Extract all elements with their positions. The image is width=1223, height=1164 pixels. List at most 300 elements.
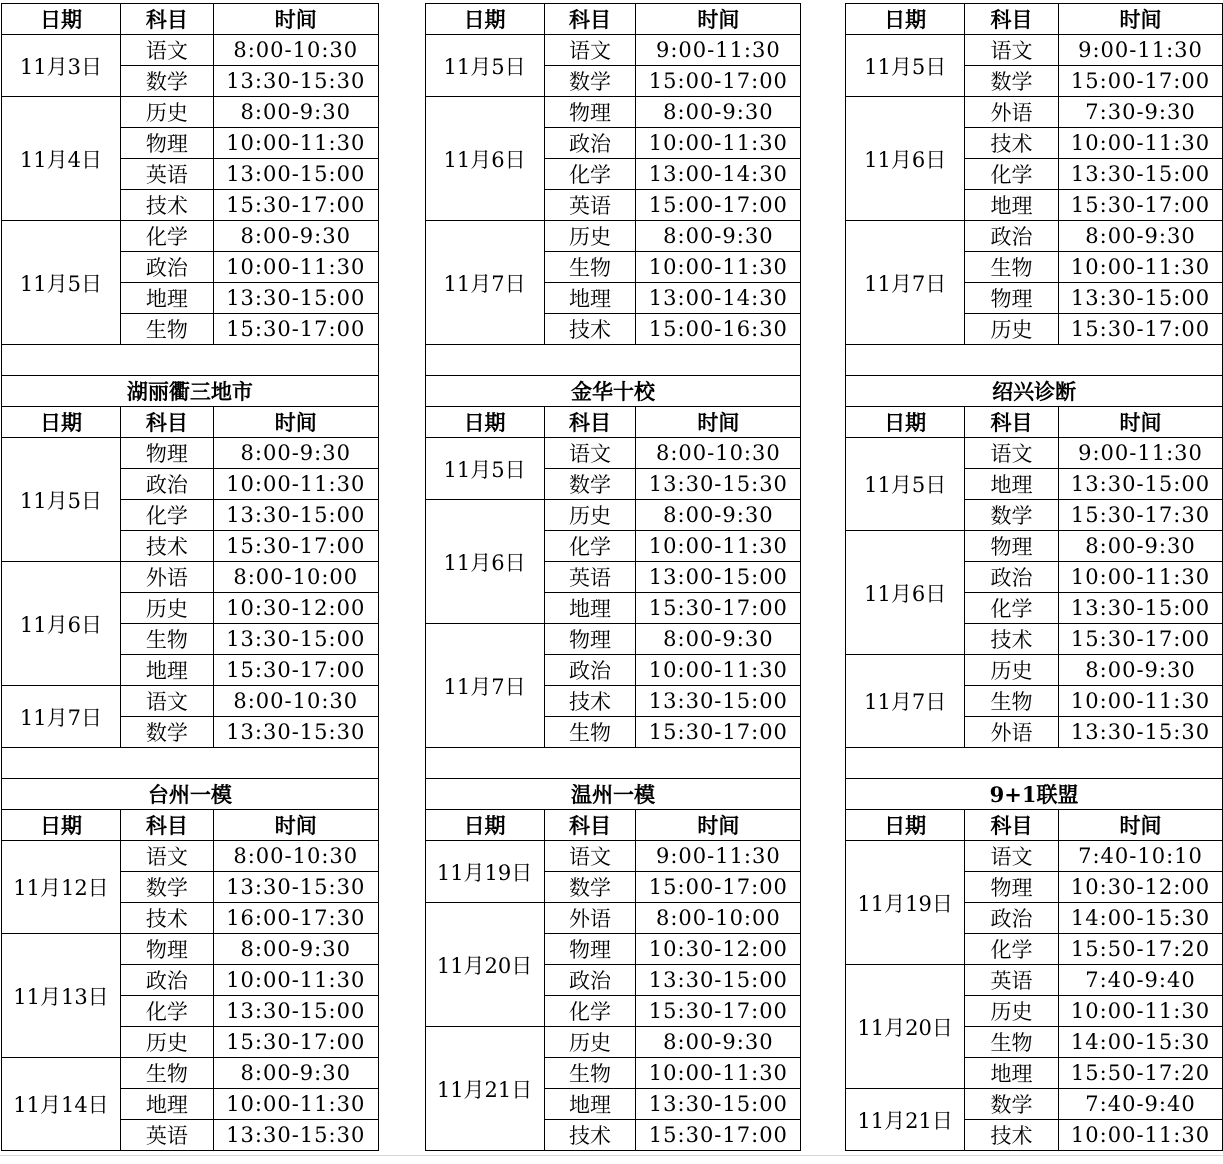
- column-spacer: [801, 934, 846, 965]
- column-spacer: [378, 221, 425, 252]
- date-cell: 11月21日: [425, 1027, 544, 1151]
- column-spacer: [801, 438, 846, 469]
- subject-cell: 生物: [965, 686, 1059, 717]
- subject-cell: 数学: [544, 872, 636, 903]
- time-cell: 13:00-14:30: [636, 159, 801, 190]
- subject-cell: 生物: [965, 252, 1059, 283]
- subject-cell: 化学: [965, 934, 1059, 965]
- subject-cell: 英语: [120, 159, 213, 190]
- column-spacer: [801, 531, 846, 562]
- subject-cell: 化学: [120, 221, 213, 252]
- subject-cell: 生物: [544, 252, 636, 283]
- column-spacer: [378, 531, 425, 562]
- header-subject: 科目: [120, 407, 213, 438]
- subject-cell: 技术: [965, 624, 1059, 655]
- blank-row: [425, 345, 801, 376]
- time-cell: 13:30-15:30: [213, 717, 378, 748]
- column-spacer: [801, 841, 846, 872]
- column-spacer: [801, 4, 846, 35]
- date-cell: 11月6日: [425, 97, 544, 221]
- column-spacer: [801, 345, 846, 376]
- time-cell: 13:30-15:30: [1058, 717, 1222, 748]
- time-cell: 8:00-10:00: [636, 903, 801, 934]
- subject-cell: 数学: [965, 66, 1059, 97]
- time-cell: 10:00-11:30: [213, 128, 378, 159]
- subject-cell: 历史: [965, 655, 1059, 686]
- subject-cell: 地理: [544, 593, 636, 624]
- column-spacer: [801, 252, 846, 283]
- time-cell: 10:00-11:30: [636, 252, 801, 283]
- blank-row: [425, 748, 801, 779]
- time-cell: 15:00-17:00: [636, 872, 801, 903]
- subject-cell: 语文: [544, 841, 636, 872]
- blank-row: [2, 345, 379, 376]
- header-time: 时间: [213, 407, 378, 438]
- subject-cell: 地理: [965, 1058, 1059, 1089]
- subject-cell: 语文: [544, 35, 636, 66]
- block-title: 绍兴诊断: [846, 376, 1223, 407]
- column-spacer: [378, 562, 425, 593]
- subject-cell: 政治: [965, 903, 1059, 934]
- block-title: 湖丽衢三地市: [2, 376, 379, 407]
- time-cell: 15:30-17:00: [1058, 190, 1222, 221]
- date-cell: 11月6日: [846, 97, 965, 221]
- column-spacer: [378, 1089, 425, 1120]
- blank-row: [846, 748, 1223, 779]
- subject-cell: 英语: [544, 562, 636, 593]
- date-cell: 11月21日: [846, 1089, 965, 1151]
- time-cell: 15:30-17:00: [636, 593, 801, 624]
- date-cell: 11月5日: [425, 438, 544, 500]
- time-cell: 10:30-12:00: [1058, 872, 1222, 903]
- column-spacer: [801, 624, 846, 655]
- time-cell: 15:00-17:00: [636, 190, 801, 221]
- subject-cell: 地理: [120, 655, 213, 686]
- subject-cell: 化学: [120, 500, 213, 531]
- column-spacer: [378, 655, 425, 686]
- time-cell: 15:30-17:00: [1058, 314, 1222, 345]
- date-cell: 11月13日: [2, 934, 121, 1058]
- column-spacer: [378, 4, 425, 35]
- block-title: 台州一模: [2, 779, 379, 810]
- time-cell: 10:30-12:00: [213, 593, 378, 624]
- time-cell: 10:00-11:30: [636, 1058, 801, 1089]
- time-cell: 15:30-17:00: [636, 717, 801, 748]
- subject-cell: 语文: [120, 686, 213, 717]
- subject-cell: 语文: [965, 35, 1059, 66]
- header-subject: 科目: [544, 4, 636, 35]
- column-spacer: [378, 965, 425, 996]
- time-cell: 10:00-11:30: [1058, 128, 1222, 159]
- subject-cell: 英语: [120, 1120, 213, 1151]
- column-spacer: [378, 1120, 425, 1151]
- subject-cell: 外语: [965, 97, 1059, 128]
- subject-cell: 语文: [120, 841, 213, 872]
- subject-cell: 生物: [544, 717, 636, 748]
- column-spacer: [378, 190, 425, 221]
- time-cell: 10:00-11:30: [1058, 562, 1222, 593]
- header-subject: 科目: [965, 810, 1059, 841]
- subject-cell: 语文: [544, 438, 636, 469]
- subject-cell: 政治: [544, 128, 636, 159]
- header-time: 时间: [636, 407, 801, 438]
- time-cell: 15:00-16:30: [636, 314, 801, 345]
- subject-cell: 数学: [965, 500, 1059, 531]
- subject-cell: 政治: [965, 221, 1059, 252]
- subject-cell: 政治: [120, 252, 213, 283]
- column-spacer: [801, 903, 846, 934]
- date-cell: 11月6日: [425, 500, 544, 624]
- column-spacer: [801, 97, 846, 128]
- subject-cell: 生物: [120, 624, 213, 655]
- column-spacer: [378, 810, 425, 841]
- time-cell: 15:00-17:00: [1058, 66, 1222, 97]
- column-spacer: [801, 562, 846, 593]
- column-spacer: [801, 655, 846, 686]
- date-cell: 11月7日: [846, 221, 965, 345]
- column-spacer: [801, 965, 846, 996]
- time-cell: 14:00-15:30: [1058, 903, 1222, 934]
- subject-cell: 历史: [120, 1027, 213, 1058]
- time-cell: 13:00-15:00: [636, 562, 801, 593]
- column-spacer: [801, 407, 846, 438]
- date-cell: 11月5日: [425, 35, 544, 97]
- column-spacer: [801, 686, 846, 717]
- date-cell: 11月7日: [2, 686, 121, 748]
- time-cell: 8:00-9:30: [1058, 655, 1222, 686]
- subject-cell: 生物: [120, 1058, 213, 1089]
- time-cell: 8:00-9:30: [636, 221, 801, 252]
- date-cell: 11月5日: [846, 35, 965, 97]
- column-spacer: [378, 500, 425, 531]
- time-cell: 10:00-11:30: [213, 1089, 378, 1120]
- time-cell: 15:50-17:20: [1058, 934, 1222, 965]
- time-cell: 13:30-15:00: [213, 283, 378, 314]
- column-spacer: [801, 376, 846, 407]
- time-cell: 10:00-11:30: [636, 128, 801, 159]
- subject-cell: 政治: [120, 469, 213, 500]
- column-spacer: [801, 128, 846, 159]
- time-cell: 13:30-15:00: [1058, 283, 1222, 314]
- time-cell: 8:00-9:30: [636, 97, 801, 128]
- column-spacer: [801, 717, 846, 748]
- column-spacer: [378, 717, 425, 748]
- subject-cell: 地理: [120, 283, 213, 314]
- column-spacer: [801, 872, 846, 903]
- column-spacer: [801, 469, 846, 500]
- time-cell: 7:40-9:40: [1058, 965, 1222, 996]
- time-cell: 13:30-15:00: [636, 686, 801, 717]
- subject-cell: 政治: [544, 965, 636, 996]
- subject-cell: 技术: [965, 128, 1059, 159]
- time-cell: 15:00-17:00: [636, 66, 801, 97]
- time-cell: 13:30-15:30: [213, 66, 378, 97]
- time-cell: 9:00-11:30: [1058, 35, 1222, 66]
- subject-cell: 化学: [544, 159, 636, 190]
- time-cell: 15:30-17:00: [213, 314, 378, 345]
- block-title: 9+1联盟: [846, 779, 1223, 810]
- time-cell: 10:00-11:30: [1058, 686, 1222, 717]
- subject-cell: 生物: [965, 1027, 1059, 1058]
- subject-cell: 地理: [965, 469, 1059, 500]
- header-date: 日期: [425, 407, 544, 438]
- subject-cell: 历史: [544, 500, 636, 531]
- header-date: 日期: [2, 4, 121, 35]
- column-spacer: [801, 221, 846, 252]
- time-cell: 8:00-9:30: [213, 438, 378, 469]
- date-cell: 11月12日: [2, 841, 121, 934]
- time-cell: 15:30-17:00: [636, 996, 801, 1027]
- date-cell: 11月14日: [2, 1058, 121, 1151]
- column-spacer: [378, 407, 425, 438]
- date-cell: 11月6日: [846, 531, 965, 655]
- column-spacer: [378, 779, 425, 810]
- time-cell: 15:30-17:00: [1058, 624, 1222, 655]
- header-subject: 科目: [965, 407, 1059, 438]
- subject-cell: 数学: [120, 66, 213, 97]
- column-spacer: [378, 872, 425, 903]
- subject-cell: 生物: [544, 1058, 636, 1089]
- header-time: 时间: [1058, 4, 1222, 35]
- time-cell: 13:30-15:00: [213, 500, 378, 531]
- subject-cell: 历史: [544, 221, 636, 252]
- date-cell: 11月19日: [425, 841, 544, 903]
- subject-cell: 物理: [120, 438, 213, 469]
- time-cell: 15:30-17:00: [213, 190, 378, 221]
- blank-row: [846, 345, 1223, 376]
- header-time: 时间: [636, 810, 801, 841]
- column-spacer: [378, 252, 425, 283]
- subject-cell: 技术: [120, 903, 213, 934]
- column-spacer: [801, 810, 846, 841]
- time-cell: 10:00-11:30: [636, 531, 801, 562]
- column-spacer: [801, 1027, 846, 1058]
- column-spacer: [378, 903, 425, 934]
- time-cell: 8:00-10:30: [213, 35, 378, 66]
- time-cell: 9:00-11:30: [1058, 438, 1222, 469]
- subject-cell: 物理: [120, 934, 213, 965]
- date-cell: 11月20日: [425, 903, 544, 1027]
- subject-cell: 物理: [965, 872, 1059, 903]
- column-spacer: [801, 748, 846, 779]
- column-spacer: [378, 314, 425, 345]
- subject-cell: 地理: [965, 190, 1059, 221]
- subject-cell: 英语: [965, 965, 1059, 996]
- time-cell: 15:30-17:00: [636, 1120, 801, 1151]
- subject-cell: 化学: [544, 996, 636, 1027]
- subject-cell: 数学: [544, 469, 636, 500]
- column-spacer: [378, 593, 425, 624]
- time-cell: 13:30-15:00: [213, 624, 378, 655]
- subject-cell: 历史: [544, 1027, 636, 1058]
- time-cell: 8:00-9:30: [1058, 221, 1222, 252]
- header-subject: 科目: [120, 810, 213, 841]
- time-cell: 8:00-10:00: [213, 562, 378, 593]
- header-date: 日期: [846, 4, 965, 35]
- column-spacer: [801, 314, 846, 345]
- header-time: 时间: [213, 810, 378, 841]
- subject-cell: 物理: [544, 624, 636, 655]
- column-spacer: [801, 190, 846, 221]
- column-spacer: [378, 841, 425, 872]
- column-spacer: [378, 438, 425, 469]
- subject-cell: 物理: [120, 128, 213, 159]
- subject-cell: 数学: [120, 872, 213, 903]
- header-time: 时间: [636, 4, 801, 35]
- subject-cell: 政治: [120, 965, 213, 996]
- column-spacer: [378, 748, 425, 779]
- time-cell: 10:00-11:30: [213, 252, 378, 283]
- header-date: 日期: [2, 407, 121, 438]
- time-cell: 10:00-11:30: [213, 965, 378, 996]
- time-cell: 8:00-9:30: [213, 934, 378, 965]
- column-spacer: [378, 345, 425, 376]
- time-cell: 8:00-9:30: [213, 221, 378, 252]
- subject-cell: 技术: [544, 1120, 636, 1151]
- header-date: 日期: [846, 407, 965, 438]
- subject-cell: 历史: [120, 97, 213, 128]
- date-cell: 11月5日: [2, 438, 121, 562]
- column-spacer: [378, 159, 425, 190]
- subject-cell: 历史: [965, 996, 1059, 1027]
- date-cell: 11月4日: [2, 97, 121, 221]
- subject-cell: 物理: [544, 97, 636, 128]
- time-cell: 8:00-10:30: [636, 438, 801, 469]
- time-cell: 13:30-15:30: [213, 1120, 378, 1151]
- subject-cell: 政治: [544, 655, 636, 686]
- subject-cell: 技术: [120, 531, 213, 562]
- column-spacer: [378, 283, 425, 314]
- column-spacer: [378, 686, 425, 717]
- column-spacer: [378, 35, 425, 66]
- time-cell: 10:00-11:30: [1058, 996, 1222, 1027]
- date-cell: 11月7日: [425, 624, 544, 748]
- date-cell: 11月7日: [846, 655, 965, 748]
- column-spacer: [801, 1120, 846, 1151]
- subject-cell: 物理: [544, 934, 636, 965]
- time-cell: 10:00-11:30: [1058, 1120, 1222, 1151]
- time-cell: 13:30-15:00: [1058, 469, 1222, 500]
- header-time: 时间: [1058, 810, 1222, 841]
- subject-cell: 英语: [544, 190, 636, 221]
- subject-cell: 外语: [120, 562, 213, 593]
- time-cell: 10:00-11:30: [213, 469, 378, 500]
- date-cell: 11月19日: [846, 841, 965, 965]
- time-cell: 16:00-17:30: [213, 903, 378, 934]
- subject-cell: 技术: [965, 1120, 1059, 1151]
- time-cell: 8:00-9:30: [1058, 531, 1222, 562]
- column-spacer: [378, 996, 425, 1027]
- time-cell: 7:40-10:10: [1058, 841, 1222, 872]
- time-cell: 9:00-11:30: [636, 841, 801, 872]
- time-cell: 15:30-17:00: [213, 1027, 378, 1058]
- header-subject: 科目: [965, 4, 1059, 35]
- subject-cell: 语文: [965, 841, 1059, 872]
- subject-cell: 历史: [120, 593, 213, 624]
- time-cell: 15:30-17:30: [1058, 500, 1222, 531]
- subject-cell: 数学: [544, 66, 636, 97]
- subject-cell: 生物: [120, 314, 213, 345]
- time-cell: 13:30-15:00: [1058, 593, 1222, 624]
- time-cell: 13:30-15:00: [636, 1089, 801, 1120]
- subject-cell: 技术: [544, 686, 636, 717]
- header-subject: 科目: [544, 407, 636, 438]
- subject-cell: 数学: [120, 717, 213, 748]
- subject-cell: 语文: [965, 438, 1059, 469]
- column-spacer: [378, 1058, 425, 1089]
- column-spacer: [378, 934, 425, 965]
- time-cell: 8:00-10:30: [213, 686, 378, 717]
- time-cell: 9:00-11:30: [636, 35, 801, 66]
- header-date: 日期: [846, 810, 965, 841]
- column-spacer: [801, 159, 846, 190]
- column-spacer: [801, 283, 846, 314]
- subject-cell: 外语: [965, 717, 1059, 748]
- date-cell: 11月3日: [2, 35, 121, 97]
- column-spacer: [378, 128, 425, 159]
- subject-cell: 语文: [120, 35, 213, 66]
- time-cell: 13:30-15:30: [213, 872, 378, 903]
- column-spacer: [801, 66, 846, 97]
- column-spacer: [378, 376, 425, 407]
- blank-row: [2, 748, 379, 779]
- subject-cell: 历史: [965, 314, 1059, 345]
- column-spacer: [801, 593, 846, 624]
- header-date: 日期: [425, 4, 544, 35]
- date-cell: 11月20日: [846, 965, 965, 1089]
- column-spacer: [378, 97, 425, 128]
- block-title: 温州一模: [425, 779, 801, 810]
- time-cell: 10:00-11:30: [1058, 252, 1222, 283]
- column-spacer: [801, 1089, 846, 1120]
- time-cell: 13:00-15:00: [213, 159, 378, 190]
- time-cell: 8:00-9:30: [636, 1027, 801, 1058]
- subject-cell: 政治: [965, 562, 1059, 593]
- time-cell: 8:00-10:30: [213, 841, 378, 872]
- column-spacer: [378, 469, 425, 500]
- column-spacer: [378, 624, 425, 655]
- header-date: 日期: [425, 810, 544, 841]
- subject-cell: 技术: [544, 314, 636, 345]
- subject-cell: 物理: [965, 531, 1059, 562]
- subject-cell: 技术: [120, 190, 213, 221]
- subject-cell: 化学: [965, 159, 1059, 190]
- time-cell: 10:00-11:30: [636, 655, 801, 686]
- subject-cell: 地理: [544, 283, 636, 314]
- time-cell: 13:30-15:00: [213, 996, 378, 1027]
- time-cell: 8:00-9:30: [636, 500, 801, 531]
- header-date: 日期: [2, 810, 121, 841]
- time-cell: 15:50-17:20: [1058, 1058, 1222, 1089]
- subject-cell: 数学: [965, 1089, 1059, 1120]
- date-cell: 11月6日: [2, 562, 121, 686]
- header-time: 时间: [213, 4, 378, 35]
- column-spacer: [801, 779, 846, 810]
- time-cell: 10:30-12:00: [636, 934, 801, 965]
- subject-cell: 物理: [965, 283, 1059, 314]
- block-title: 金华十校: [425, 376, 801, 407]
- column-spacer: [801, 500, 846, 531]
- time-cell: 13:30-15:00: [1058, 159, 1222, 190]
- header-subject: 科目: [120, 4, 213, 35]
- time-cell: 13:30-15:00: [636, 965, 801, 996]
- subject-cell: 化学: [544, 531, 636, 562]
- subject-cell: 地理: [544, 1089, 636, 1120]
- header-time: 时间: [1058, 407, 1222, 438]
- exam-schedule-sheet: [1, 3, 1223, 1151]
- subject-cell: 化学: [965, 593, 1059, 624]
- time-cell: 8:00-9:30: [213, 1058, 378, 1089]
